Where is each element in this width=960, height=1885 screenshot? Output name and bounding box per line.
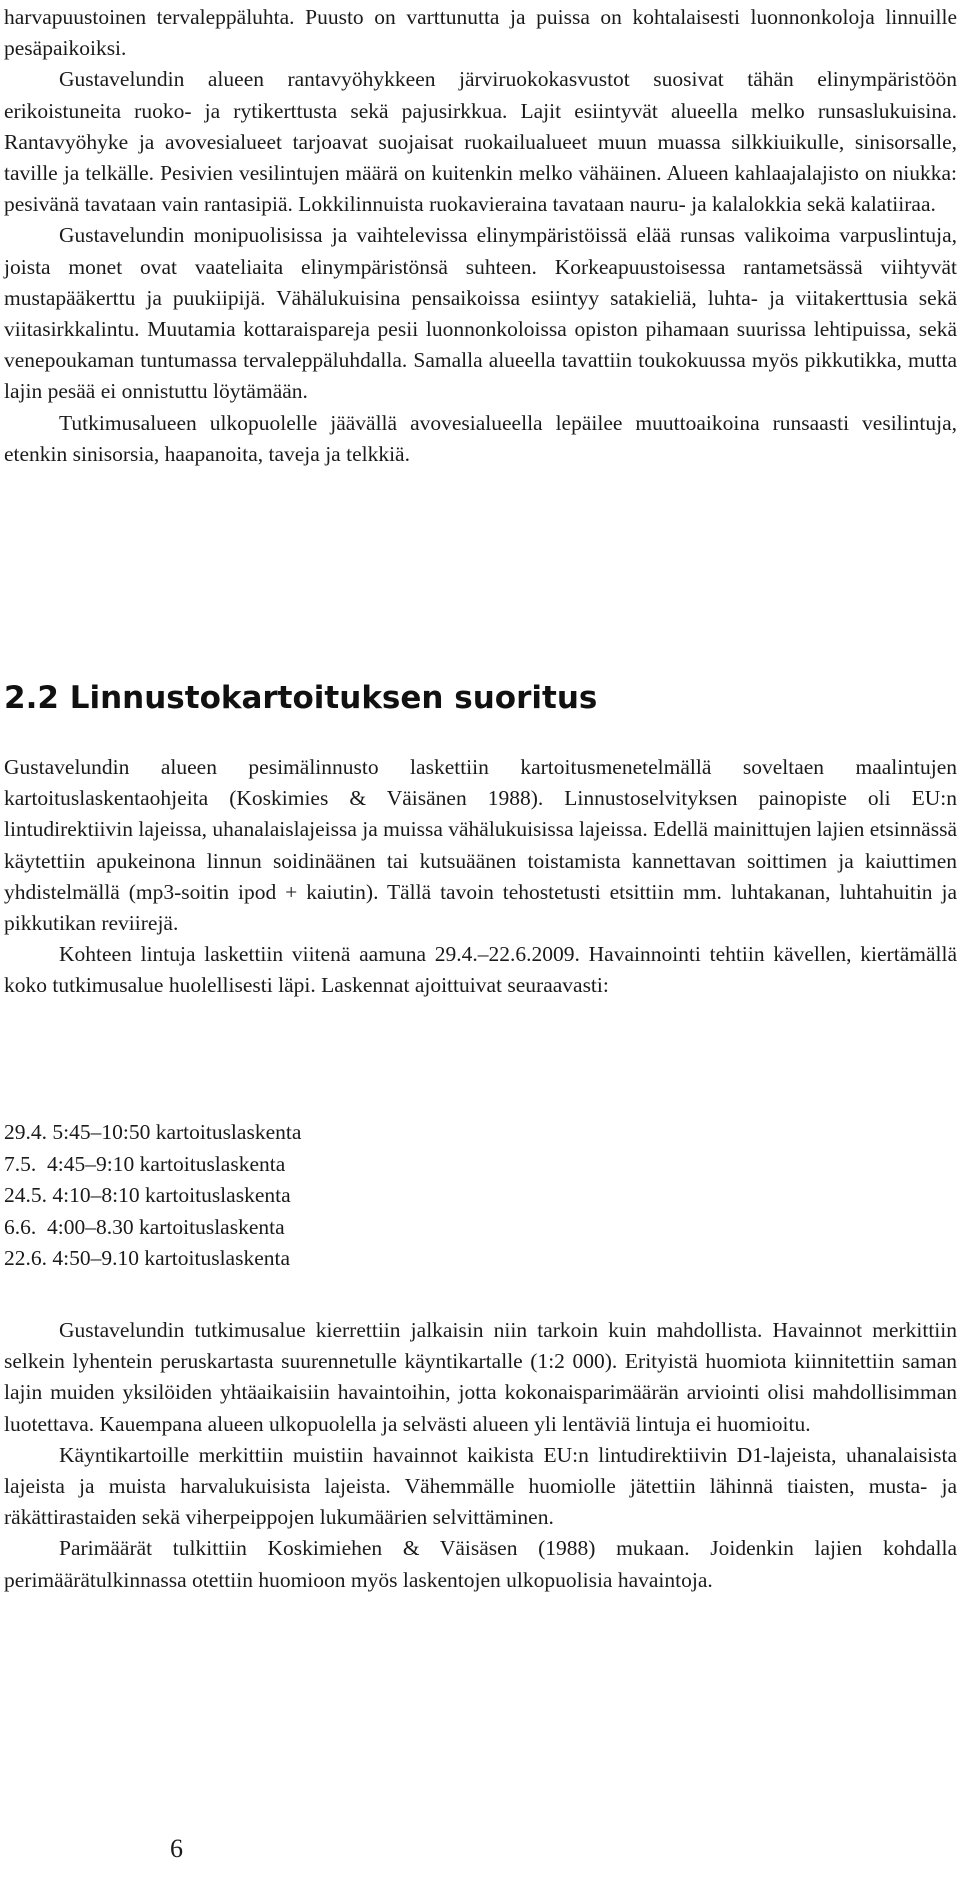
section-heading: 2.2 Linnustokartoituksen suoritus xyxy=(4,680,598,716)
paragraph-intro-2: Gustavelundin alueen rantavyöhykkeen järviruokokasvustot suosivat tähän elinympäristöön erikoistuneita ruoko- ja rytikerttusta sekä pajusirkkua. Lajit esiintyvät alueella melko runsaslukuisina. Rantavyöhyke ja avovesialueet tarjoavat suojaisat ruokailualueet muun muassa silkkiuikulle, sinisorsalle, taville ja telkälle. Pesivien vesilintujen määrä on kuitenkin melko vähäinen. Alueen kahlaajalajisto on niukka: pesivänä tavataan vain rantasipiä. Lokkilinnuista ruokavieraina tavataan nauru- ja kalalokkia sekä kalatiiraa. xyxy=(4,67,957,217)
paragraph-intro-1: harvapuustoinen tervaleppäluhta. Puusto on varttunutta ja puissa on kohtalaisesti luonnonkoloja linnuille pesäpaikoiksi. xyxy=(4,5,957,61)
paragraph-section-1: Gustavelundin alueen pesimälinnusto laskettiin kartoitusmenetelmällä soveltaen maalintujen kartoituslaskentaohjeita (Koskimies & Väisänen 1988). Linnustoselvityksen painopiste oli EU:n lintudirektiivin lajeissa, uhanalaislajeissa ja muissa vähälukuisissa lajeissa. Edellä mainittujen lajien etsinnässä käytettiin apukeinona linnun soidinäänen tai kutsuäänen toistamista kannettavan soittimen ja kaiuttimen yhdistelmällä (mp3-soitin ipod + kaiutin). Tällä tavoin tehostetusti etsittiin mm. luhtakanan, luhtahuitin ja pikkutikan reviirejä. xyxy=(4,755,957,936)
paragraph-section-3: Gustavelundin tutkimusalue kierrettiin jalkaisin niin tarkoin kuin mahdollista. Havainnot merkittiin selkein lyhentein peruskartasta suurennetulle käyntikartalle (1:2 000). Erityistä huomiota kiinnitettiin saman lajin muiden yksilöiden yhtäaikaisiin havaintoihin, jotta kokonaisparimäärän arviointi olisi mahdollisimman luotettava. Kauempana alueen ulkopuolella ja selvästi alueen yli lentäviä lintuja ei huomioitu. xyxy=(4,1318,957,1436)
schedule-item: 22.6. 4:50–9.10 kartoituslaskenta xyxy=(4,1246,291,1271)
section-text-bottom xyxy=(4,1315,957,1596)
schedule-list xyxy=(4,1117,301,1275)
paragraph-intro-4: Tutkimusalueen ulkopuolelle jäävällä avovesialueella lepäilee muuttoaikoina runsaasti vesilintuja, etenkin sinisorsia, haapanoita, taveja ja telkkiä. xyxy=(4,410,957,466)
section-text-top xyxy=(4,752,957,1002)
intro-text xyxy=(4,2,957,470)
schedule-item: 24.5. 4:10–8:10 kartoituslaskenta xyxy=(4,1183,291,1208)
paragraph-intro-3: Gustavelundin monipuolisissa ja vaihtelevissa elinympäristöissä elää runsas valikoima varpuslintuja, joista monet ovat vaateliaita elinympäristönsä suhteen. Korkeapuustoisessa rantametsässä viihtyvät mustapääkerttu ja puukiipijä. Vähälukuisina pensaikoissa esiintyy satakieliä, luhta- ja viitakerttusia sekä viitasirkkalintu. Muutamia kottaraispareja pesii luonnonkoloissa opiston pihamaan suurissa lehtipuissa, sekä venepoukaman tuntumassa tervaleppäluhdalla. Samalla alueella tavattiin toukokuussa myös pikkutikka, mutta lajin pesää ei onnistuttu löytämään. xyxy=(4,223,957,404)
paragraph-section-4: Käyntikartoille merkittiin muistiin havainnot kaikista EU:n lintudirektiivin D1-lajeista, uhanalaisista lajeista ja muista harvalukuisista lajeista. Vähemmälle huomiolle jätettiin lähinnä tiaisten, musta- ja räkättirastaiden sekä viherpeippojen lukumäärien selvittäminen. xyxy=(4,1442,957,1530)
paragraph-section-2: Kohteen lintuja laskettiin viitenä aamuna 29.4.–22.6.2009. Havainnointi tehtiin kävellen, kiertämällä koko tutkimusalue huolellisesti läpi. Laskennat ajoittuivat seuraavasti: xyxy=(4,942,957,998)
page-number: 6 xyxy=(170,1834,183,1863)
schedule-item: 7.5. 4:45–9:10 kartoituslaskenta xyxy=(4,1151,286,1176)
schedule-item: 6.6. 4:00–8.30 kartoituslaskenta xyxy=(4,1214,285,1239)
paragraph-section-5: Parimäärät tulkittiin Koskimiehen & Väisäsen (1988) mukaan. Joidenkin lajien kohdalla perimäärätulkinnassa otettiin huomioon myös laskentojen ulkopuolisia havaintoja. xyxy=(4,1536,957,1592)
schedule-item: 29.4. 5:45–10:50 kartoituslaskenta xyxy=(4,1120,302,1144)
